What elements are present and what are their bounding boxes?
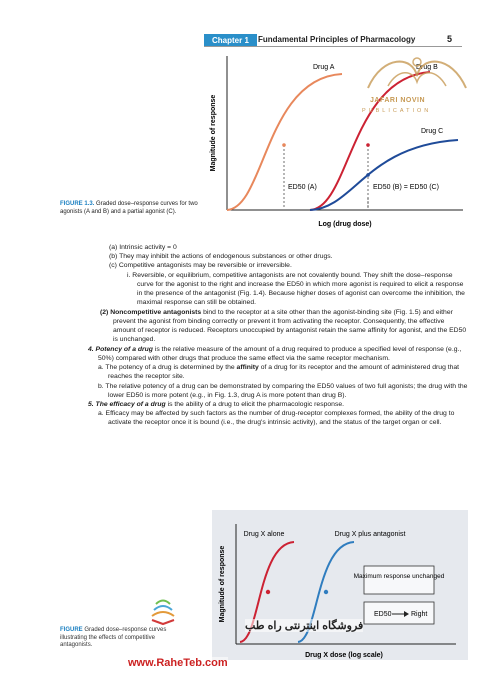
max-response-text: Maximum response unchanged — [353, 573, 445, 580]
y-axis-label: Magnitude of response — [219, 545, 226, 623]
antagonist-midpoint — [324, 590, 328, 594]
para-b: (b) They may inhibit the actions of endogenous substances or other drugs. — [109, 253, 333, 261]
y-axis-label: Magnitude of response — [210, 94, 217, 172]
figure-1-4-chart — [212, 510, 468, 670]
para-5-lead: 5. The efficacy of a drug — [88, 400, 166, 408]
running-title: Fundamental Principles of Pharmacology — [258, 35, 416, 44]
para-5-rest: is the ability of a drug to elicit the pharmacologic response. — [165, 400, 345, 408]
para-2 — [60, 308, 468, 345]
caption-label: FIGURE — [60, 627, 83, 633]
para-2-rest: bind to the receptor at a site other than the agonist-binding site (Fig. 1.5) and either prevent the agonist from binding correctly or prevent it from activating the receptor. Consequently, the effective amount of receptor is reduced. Receptors unoccupied by antagonist retain the same affinity for agonist, and the ED50 is unchanged. — [113, 308, 467, 344]
ed50-a-point — [282, 143, 286, 147]
box-right-label: Right — [411, 611, 428, 618]
page-number: 5 — [447, 34, 453, 44]
alone-midpoint — [266, 590, 270, 594]
header-rule — [204, 46, 462, 47]
box-ed50-label: ED50 — [374, 611, 392, 618]
publisher-logo — [358, 48, 476, 128]
x-axis-label: Drug X dose (log scale) — [305, 652, 383, 659]
drug-a-label: Drug A — [313, 64, 335, 71]
para-4a-rest: of a drug for its receptor and the amount of administered drug that reaches the receptor site. — [108, 364, 460, 381]
para-4a-bold: affinity — [236, 364, 259, 372]
para-5 — [60, 400, 468, 409]
para-c-i: i. Reversible, or equilibrium, competitive antagonists are not covalently bound. They shift the dose–response curve for the agonist to the right and increase the ED50 in which more agonist is required to elicit a response in the presence of the antagonist (Fig. 1.4). Because higher doses of agonist can overcome the inhibition, the maximal response can still be obtained. — [127, 271, 465, 307]
plus-label: Drug X plus antagonist — [334, 531, 406, 538]
drug-c-curve — [310, 140, 458, 210]
body-text — [60, 243, 468, 428]
figure-1-4-caption — [60, 627, 185, 650]
drug-c-label: Drug C — [421, 128, 444, 135]
para-a: (a) Intrinsic activity = 0 — [109, 244, 177, 251]
drug-b-label: Drug B — [416, 64, 438, 71]
caption-label: FIGURE 1.3. — [60, 201, 95, 207]
para-4a — [60, 363, 468, 381]
caption-text: Graded dose–response curves illustrating the effects of competitive antagonists. — [60, 627, 167, 648]
alone-label: Drug X alone — [243, 531, 285, 538]
book-icon — [150, 596, 176, 626]
para-4-rest: is the relative measure of the amount of a drug required to produce a specified level of response (e.g., 50%) compared with other drugs that produce the same effect via the same receptor mechanism. — [98, 345, 462, 362]
x-axis-label: Log (drug dose) — [318, 221, 372, 228]
ed50-b-point — [366, 143, 370, 147]
para-4-lead: 4. Potency of a drug — [88, 345, 153, 353]
ed50-c-point — [366, 173, 370, 177]
store-watermark-fa: فروشگاه اینترنتی راه طب — [245, 620, 364, 632]
logo-name: JAFARI NOVIN — [370, 97, 426, 104]
drug-a-curve — [227, 74, 342, 210]
chapter-tab: Chapter 1 — [204, 34, 257, 47]
para-c: (c) Competitive antagonists may be reversible or irreversible. — [109, 262, 292, 270]
para-4b: b. The relative potency of a drug can be demonstrated by comparing the ED50 values of two full agonists; the drug with the lower ED50 is more potent (e.g., in Fig. 1.3, drug A is more potent than drug B). — [98, 382, 468, 399]
caption-text: Graded dose–response curves for two agonists (A and B) and a partial agonist (C). — [60, 201, 198, 215]
store-watermark-url: www.RaheTeb.com — [128, 657, 228, 669]
para-2-lead: (2) Noncompetitive antagonists — [100, 308, 202, 316]
para-5a: a. Efficacy may be affected by such factors as the number of drug-receptor complexes formed, the ability of the drug to activate the receptor once it is bound (i.e., the drug's intrinsic activity), and the status of the target organ or cell. — [98, 410, 455, 427]
ed50-a-label: ED50 (A) — [288, 184, 317, 191]
para-4a-text: a. The potency of a drug is determined by the — [98, 364, 237, 372]
ed50-bc-label: ED50 (B) = ED50 (C) — [373, 184, 439, 191]
figure-1-3-caption — [60, 201, 205, 216]
logo-sub: PUBLICATION — [362, 108, 432, 114]
para-4 — [60, 345, 468, 363]
max-response-box — [364, 566, 434, 594]
